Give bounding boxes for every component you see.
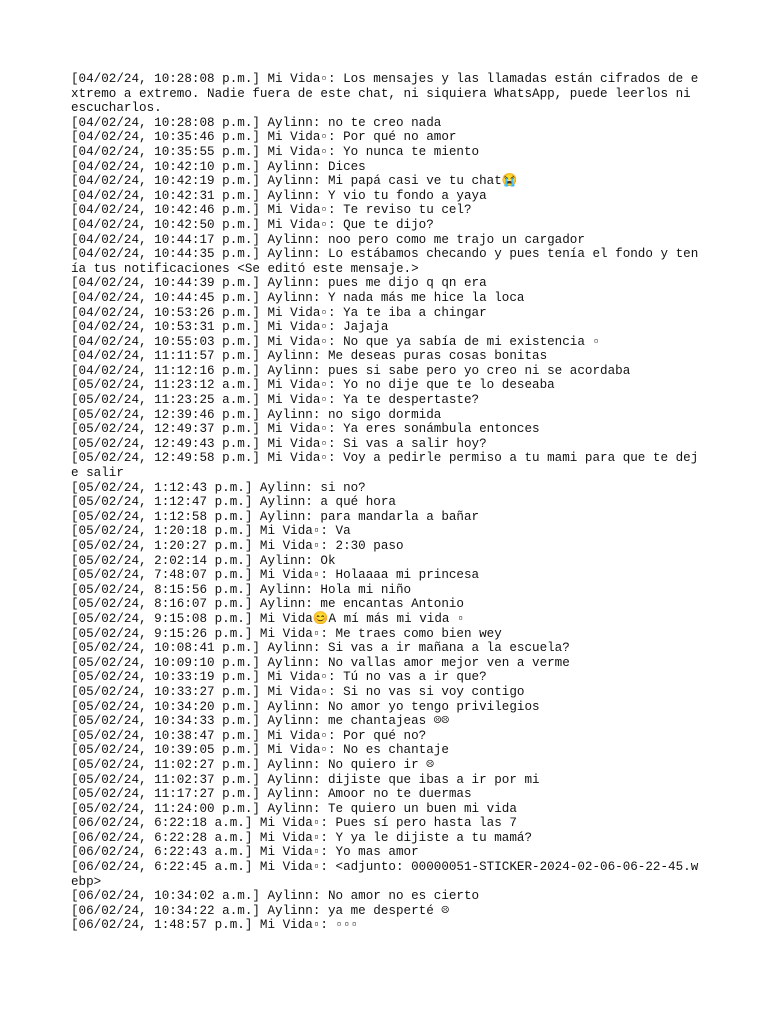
message-line: [04/02/24, 10:53:26 p.m.] Mi Vida▫: Ya te iba a chingar [71, 305, 487, 320]
message-line: [06/02/24, 10:34:02 a.m.] Aylinn: No amor no es cierto [71, 889, 480, 904]
message-line: [04/02/24, 10:53:31 p.m.] Mi Vida▫: Jajaja [71, 320, 389, 335]
message-line: [05/02/24, 10:09:10 p.m.] Aylinn: No vallas amor mejor ven a verme [71, 655, 570, 670]
message-line: [05/02/24, 11:17:27 p.m.] Aylinn: Amoor no te duermas [71, 787, 472, 802]
message-line: [05/02/24, 11:23:12 a.m.] Mi Vida▫: Yo no dije que te lo deseaba [71, 378, 555, 393]
message-line: [05/02/24, 10:38:47 p.m.] Mi Vida▫: Por qué no? [71, 728, 427, 743]
message-line: [06/02/24, 6:22:43 a.m.] Mi Vida▫: Yo mas amor [71, 845, 419, 860]
message-line: [05/02/24, 7:48:07 p.m.] Mi Vida▫: Holaaaa mi princesa [71, 568, 480, 583]
message-line: [06/02/24, 6:22:45 a.m.] Mi Vida▫: <adjunto: 00000051-STICKER-2024-02-06-06-22-45.webp> [71, 860, 699, 889]
message-line: [04/02/24, 10:35:46 p.m.] Mi Vida▫: Por qué no amor [71, 130, 457, 145]
message-line: [05/02/24, 1:12:43 p.m.] Aylinn: si no? [71, 480, 366, 495]
message-line: [05/02/24, 9:15:08 p.m.] Mi Vida😊A mí más mi vida ▫ [71, 611, 465, 626]
message-line: [04/02/24, 10:44:17 p.m.] Aylinn: noo pero como me trajo un cargador [71, 232, 585, 247]
message-line: [04/02/24, 10:42:46 p.m.] Mi Vida▫: Te reviso tu cel? [71, 203, 472, 218]
message-line: [05/02/24, 10:39:05 p.m.] Mi Vida▫: No es chantaje [71, 743, 449, 758]
message-line: [05/02/24, 12:49:43 p.m.] Mi Vida▫: Si vas a salir hoy? [71, 436, 487, 451]
message-line: [04/02/24, 10:28:08 p.m.] Mi Vida▫: Los mensajes y las llamadas están cifrados de extremo a extremo. Nadie fuera de este chat, ni siquiera WhatsApp, puede leerlos ni escucharlos. [71, 72, 699, 116]
message-line: [04/02/24, 10:44:45 p.m.] Aylinn: Y nada más me hice la loca [71, 290, 525, 305]
message-line: [05/02/24, 12:39:46 p.m.] Aylinn: no sigo dormida [71, 407, 442, 422]
message-line: [04/02/24, 10:42:10 p.m.] Aylinn: Dices [71, 159, 366, 174]
message-line: [05/02/24, 11:23:25 a.m.] Mi Vida▫: Ya te despertaste? [71, 393, 480, 408]
message-line: [04/02/24, 10:28:08 p.m.] Aylinn: no te creo nada [71, 115, 442, 130]
message-line: [05/02/24, 10:33:19 p.m.] Mi Vida▫: Tú no vas a ir que? [71, 670, 487, 685]
message-line: [05/02/24, 10:34:33 p.m.] Aylinn: me chantajeas ☹☹ [71, 714, 449, 729]
message-line: [05/02/24, 1:20:18 p.m.] Mi Vida▫: Va [71, 524, 351, 539]
message-line: [05/02/24, 1:12:47 p.m.] Aylinn: a qué hora [71, 495, 396, 510]
message-line: [05/02/24, 12:49:37 p.m.] Mi Vida▫: Ya eres sonámbula entonces [71, 422, 540, 437]
message-line: [04/02/24, 10:42:31 p.m.] Aylinn: Y vio tu fondo a yaya [71, 188, 487, 203]
message-line: [05/02/24, 11:02:27 p.m.] Aylinn: No quiero ir ☹ [71, 757, 434, 772]
message-line: [06/02/24, 6:22:28 a.m.] Mi Vida▫: Y ya le dijiste a tu mamá? [71, 830, 533, 845]
message-line: [05/02/24, 1:20:27 p.m.] Mi Vida▫: 2:30 paso [71, 539, 404, 553]
message-line: [04/02/24, 10:55:03 p.m.] Mi Vida▫: No que ya sabía de mi existencia ▫ [71, 334, 601, 349]
message-line: [05/02/24, 9:15:26 p.m.] Mi Vida▫: Me traes como bien wey [71, 626, 502, 641]
message-line: [05/02/24, 8:15:56 p.m.] Aylinn: Hola mi niño [71, 582, 412, 597]
message-line: [05/02/24, 1:12:58 p.m.] Aylinn: para mandarla a bañar [71, 509, 480, 524]
message-line: [06/02/24, 6:22:18 a.m.] Mi Vida▫: Pues sí pero hasta las 7 [71, 816, 517, 831]
message-line: [04/02/24, 10:44:35 p.m.] Aylinn: Lo estábamos checando y pues tenía el fondo y tenía tus notificaciones <Se editó este mensaje.> [71, 247, 699, 276]
message-line: [04/02/24, 11:12:16 p.m.] Aylinn: pues si sabe pero yo creo ni se acordaba [71, 363, 631, 378]
message-line: [04/02/24, 10:44:39 p.m.] Aylinn: pues me dijo q qn era [71, 276, 487, 291]
message-line: [04/02/24, 11:11:57 p.m.] Aylinn: Me deseas puras cosas bonitas [71, 349, 548, 364]
message-line: [04/02/24, 10:42:50 p.m.] Mi Vida▫: Que te dijo? [71, 217, 434, 232]
message-line: [04/02/24, 10:42:19 p.m.] Aylinn: Mi papá casi ve tu chat😭 [71, 174, 518, 189]
message-line: [05/02/24, 10:08:41 p.m.] Aylinn: Si vas a ir mañana a la escuela? [71, 641, 570, 656]
chat-transcript [71, 72, 701, 933]
message-line: [04/02/24, 10:35:55 p.m.] Mi Vida▫: Yo nunca te miento [71, 144, 480, 159]
message-line: [05/02/24, 10:33:27 p.m.] Mi Vida▫: Si no vas si voy contigo [71, 684, 525, 699]
message-line: [05/02/24, 8:16:07 p.m.] Aylinn: me encantas Antonio [71, 597, 464, 612]
message-line: [05/02/24, 12:49:58 p.m.] Mi Vida▫: Voy a pedirle permiso a tu mami para que te deje salir [71, 451, 699, 481]
message-line: [05/02/24, 10:34:20 p.m.] Aylinn: No amor yo tengo privilegios [71, 699, 540, 714]
message-line: [06/02/24, 1:48:57 p.m.] Mi Vida▫: ▫▫▫ [71, 918, 359, 933]
message-line: [05/02/24, 11:02:37 p.m.] Aylinn: dijiste que ibas a ir por mi [71, 772, 540, 787]
message-line: [05/02/24, 2:02:14 p.m.] Aylinn: Ok [71, 553, 336, 568]
message-line: [05/02/24, 11:24:00 p.m.] Aylinn: Te quiero un buen mi vida [71, 801, 517, 816]
message-line: [06/02/24, 10:34:22 a.m.] Aylinn: ya me desperté ☹ [71, 903, 449, 918]
